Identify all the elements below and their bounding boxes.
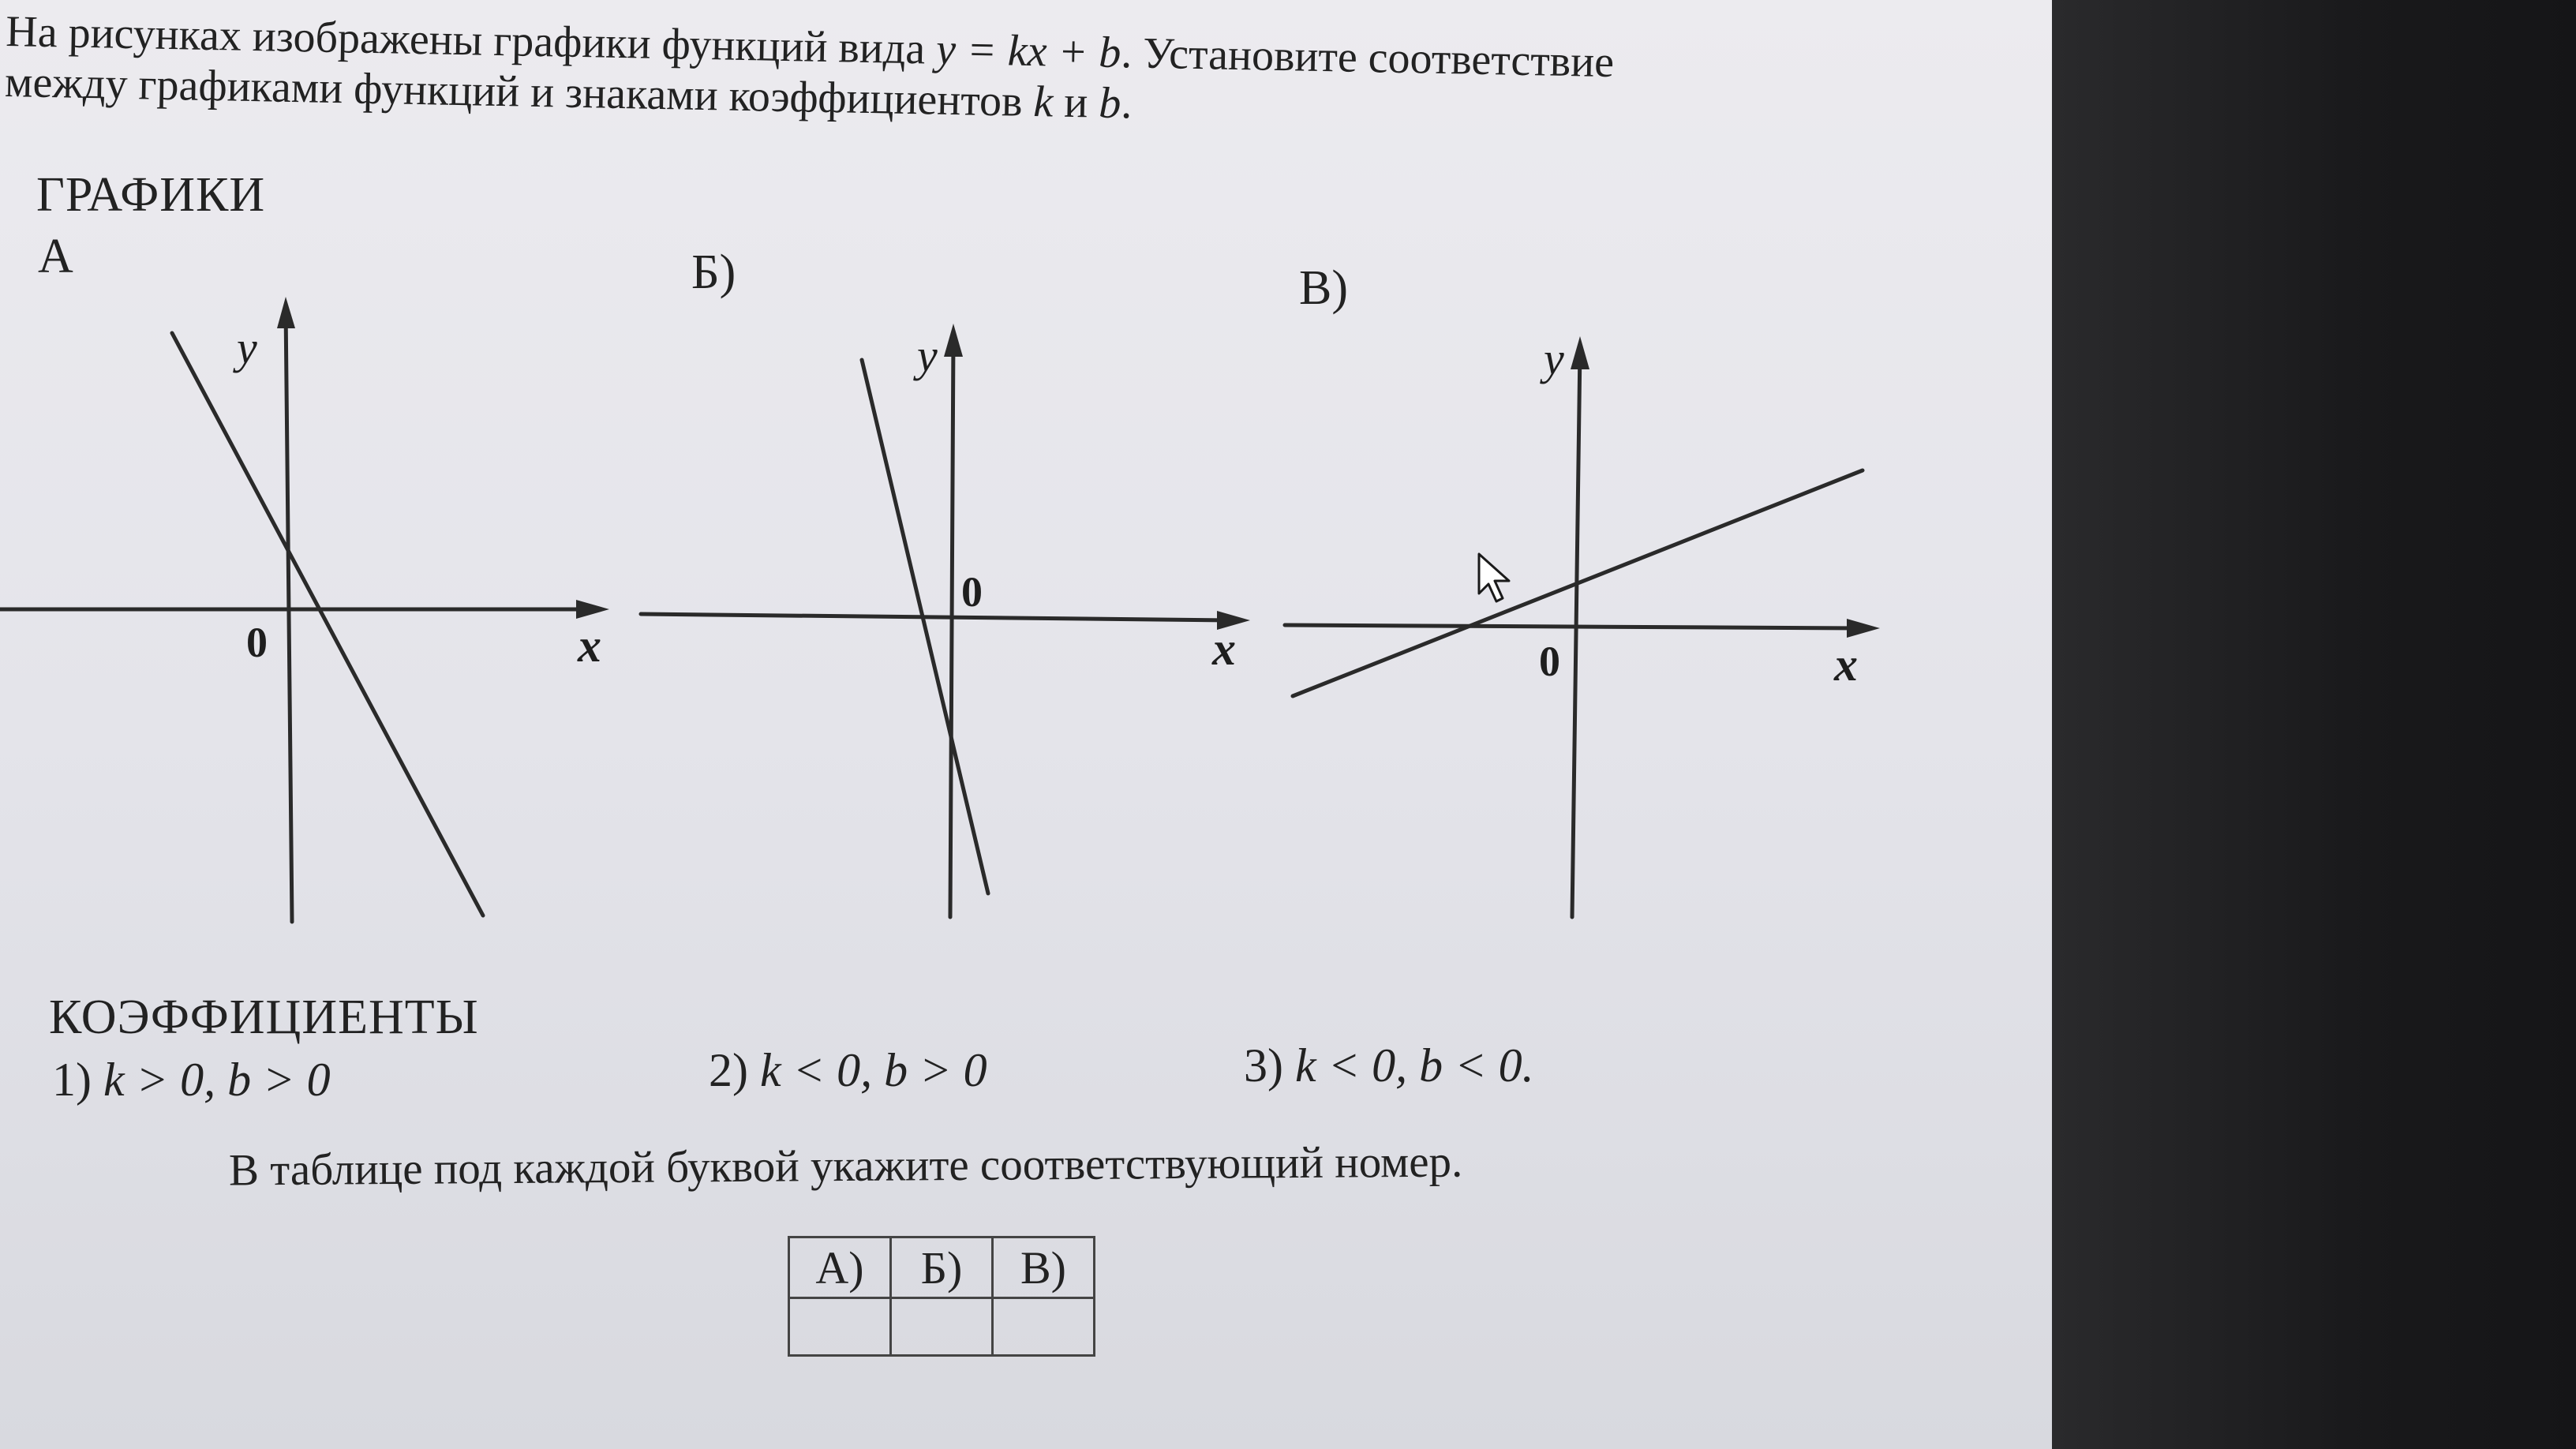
answer-cell-a[interactable]	[789, 1298, 891, 1356]
answer-header-c: В)	[993, 1237, 1095, 1298]
monitor-bezel	[2052, 0, 2576, 1449]
answer-table-header-row	[789, 1237, 1095, 1298]
graphs-heading: ГРАФИКИ	[36, 168, 266, 222]
graph-b-label: Б)	[691, 245, 736, 299]
answer-header-b: Б)	[891, 1237, 993, 1298]
graph-b	[631, 300, 1263, 931]
graph-c-y-axis	[1572, 349, 1580, 917]
graph-b-y-label: y	[917, 330, 938, 381]
graph-b-x-axis	[641, 614, 1231, 620]
graph-c-label: В)	[1299, 261, 1348, 315]
graph-b-x-label: x	[1212, 623, 1236, 675]
graph-b-origin-label: 0	[961, 568, 983, 616]
graph-c-x-arrow	[1847, 619, 1880, 638]
graph-b-y-arrow	[944, 324, 963, 357]
graph-c	[1279, 316, 1894, 931]
graph-c-origin-label: 0	[1539, 638, 1560, 685]
formula: y = kx + b	[935, 24, 1121, 78]
instruction-text: В таблице под каждой буквой укажите соответствующий номер.	[228, 1136, 1463, 1196]
answer-table	[788, 1236, 1095, 1357]
option-1: 1) k > 0, b > 0	[52, 1054, 331, 1106]
answer-header-a: А)	[789, 1237, 891, 1298]
graph-a	[0, 284, 623, 931]
answer-cell-b[interactable]	[891, 1298, 993, 1356]
graph-a-y-axis	[286, 308, 292, 922]
graph-b-function-line	[862, 360, 988, 893]
graph-a-origin-label: 0	[246, 619, 268, 666]
graph-b-y-axis	[950, 336, 953, 917]
graph-a-label: А	[38, 230, 73, 283]
answer-cell-c[interactable]	[993, 1298, 1095, 1356]
coefficients-heading: КОЭФФИЦИЕНТЫ	[49, 990, 479, 1044]
answer-table-input-row	[789, 1298, 1095, 1356]
task-statement	[5, 6, 2027, 147]
graph-a-function-line	[172, 333, 483, 915]
option-3: 3) k < 0, b < 0.	[1244, 1039, 1534, 1091]
graph-c-y-arrow	[1571, 336, 1589, 369]
option-2: 2) k < 0, b > 0	[709, 1044, 987, 1096]
graph-a-y-label: y	[237, 322, 257, 373]
graph-c-y-label: y	[1544, 333, 1564, 384]
graph-a-x-label: x	[578, 620, 601, 672]
mouse-pointer-icon	[1477, 552, 1512, 605]
task-line-1: На рисунках изображены графики функций вида y = kx + b. Установите соответствие	[5, 6, 1615, 88]
graph-a-y-arrow	[277, 297, 295, 328]
graph-c-x-label: x	[1834, 638, 1858, 691]
graph-c-x-axis	[1285, 625, 1861, 628]
task-line-2: между графиками функций и знаками коэффициентов k и b.	[4, 58, 1133, 129]
graph-a-x-arrow	[576, 600, 609, 619]
